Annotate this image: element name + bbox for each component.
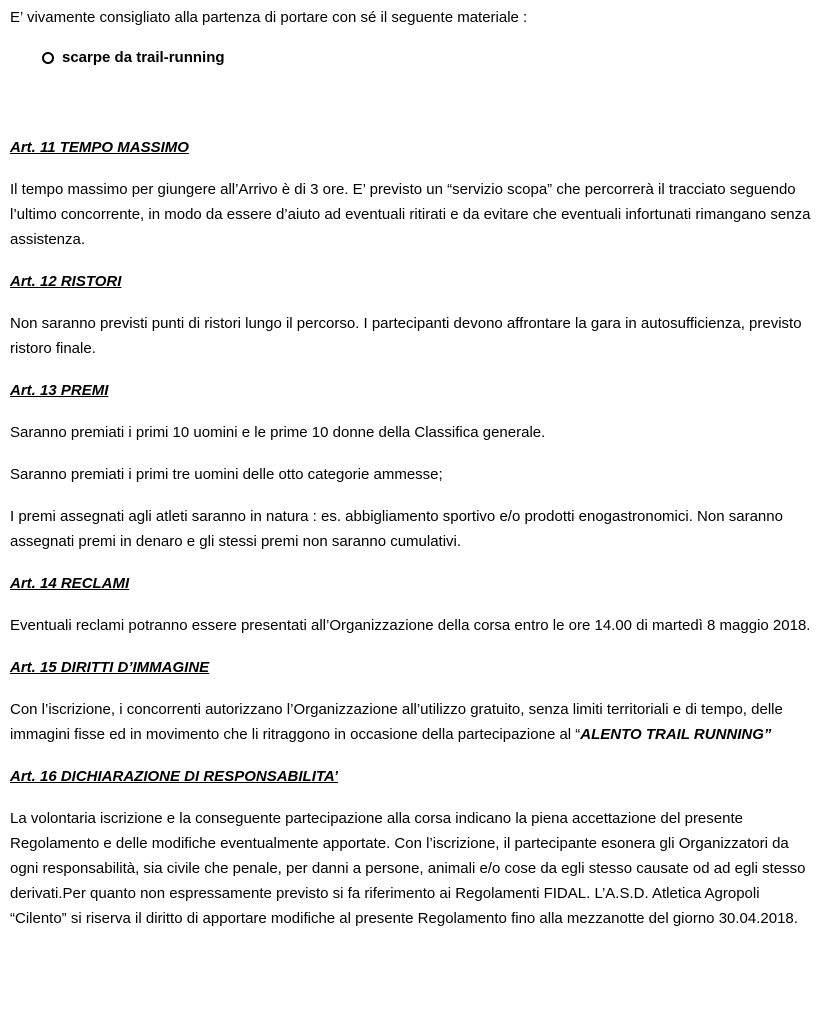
article-11 [10, 135, 816, 252]
article-11-heading: Art. 11 TEMPO MASSIMO [10, 139, 189, 156]
article-12 [10, 269, 816, 361]
event-name-emphasis: ALENTO TRAIL RUNNING” [580, 726, 772, 743]
equipment-item-label: scarpe da trail-running [62, 49, 225, 66]
document-page [10, 5, 816, 948]
article-14-paragraph: Eventuali reclami potranno essere presentati all’Organizzazione della corsa entro le ore 14.00 di martedì 8 maggio 2018. [10, 617, 811, 634]
article-13-paragraph-2: Saranno premiati i primi tre uomini delle otto categorie ammesse; [10, 466, 443, 483]
intro-text: E’ vivamente consigliato alla partenza di portare con sé il seguente materiale : [10, 9, 528, 26]
article-12-paragraph: Non saranno previsti punti di ristori lungo il percorso. I partecipanti devono affrontare la gara in autosufficienza, previsto ristoro finale. [10, 315, 802, 357]
article-13 [10, 378, 816, 554]
article-15-paragraph [10, 697, 816, 747]
equipment-list-item [42, 47, 816, 69]
article-13-heading: Art. 13 PREMI [10, 382, 109, 399]
article-15-heading: Art. 15 DIRITTI D’IMMAGINE [10, 659, 210, 676]
article-16-paragraph: La volontaria iscrizione e la conseguente partecipazione alla corsa indicano la piena accettazione del presente Regolamento e delle modifiche eventualmente apportate. Con l’iscrizione, il partecipante esonera gli Organizzatori da ogni responsabilità, sia civile che penale, per danni a persone, animali e/o cose da egli stesso causate od ad egli stesso derivati.Per quanto non espressamente previsto si fa riferimento ai Regolamenti FIDAL. L’A.S.D. Atletica Agropoli “Cilento” si riserva il diritto di apportare modifiche al presente Regolamento fino alla mezzanotte del giorno 30.04.2018. [10, 810, 806, 927]
article-13-paragraph-1: Saranno premiati i primi 10 uomini e le prime 10 donne della Classifica generale. [10, 424, 546, 441]
article-14 [10, 571, 816, 638]
article-11-paragraph: Il tempo massimo per giungere all’Arrivo è di 3 ore. E’ previsto un “servizio scopa” che percorrerà il tracciato seguendo l’ultimo concorrente, in modo da essere d’aiuto ad eventuali ritirati e da evitare che eventuali infortunati rimangano senza assistenza. [10, 181, 811, 248]
article-13-paragraph-3: I premi assegnati agli atleti saranno in natura : es. abbigliamento sportivo e/o prodotti enogastronomici. Non saranno assegnati premi in denaro e gli stessi premi non saranno cumulativi. [10, 508, 783, 550]
article-16 [10, 764, 816, 931]
article-12-heading: Art. 12 RISTORI [10, 273, 122, 290]
circle-bullet-icon [42, 52, 54, 64]
article-14-heading: Art. 14 RECLAMI [10, 575, 130, 592]
article-15 [10, 655, 816, 747]
article-16-heading: Art. 16 DICHIARAZIONE DI RESPONSABILITA’ [10, 768, 339, 785]
article-15-paragraph-text: Con l’iscrizione, i concorrenti autorizzano l’Organizzazione all’utilizzo gratuito, senza limiti territoriali e di tempo, delle immagini fisse ed in movimento che li ritraggono in occasione della partecipazione al “ [10, 701, 783, 743]
